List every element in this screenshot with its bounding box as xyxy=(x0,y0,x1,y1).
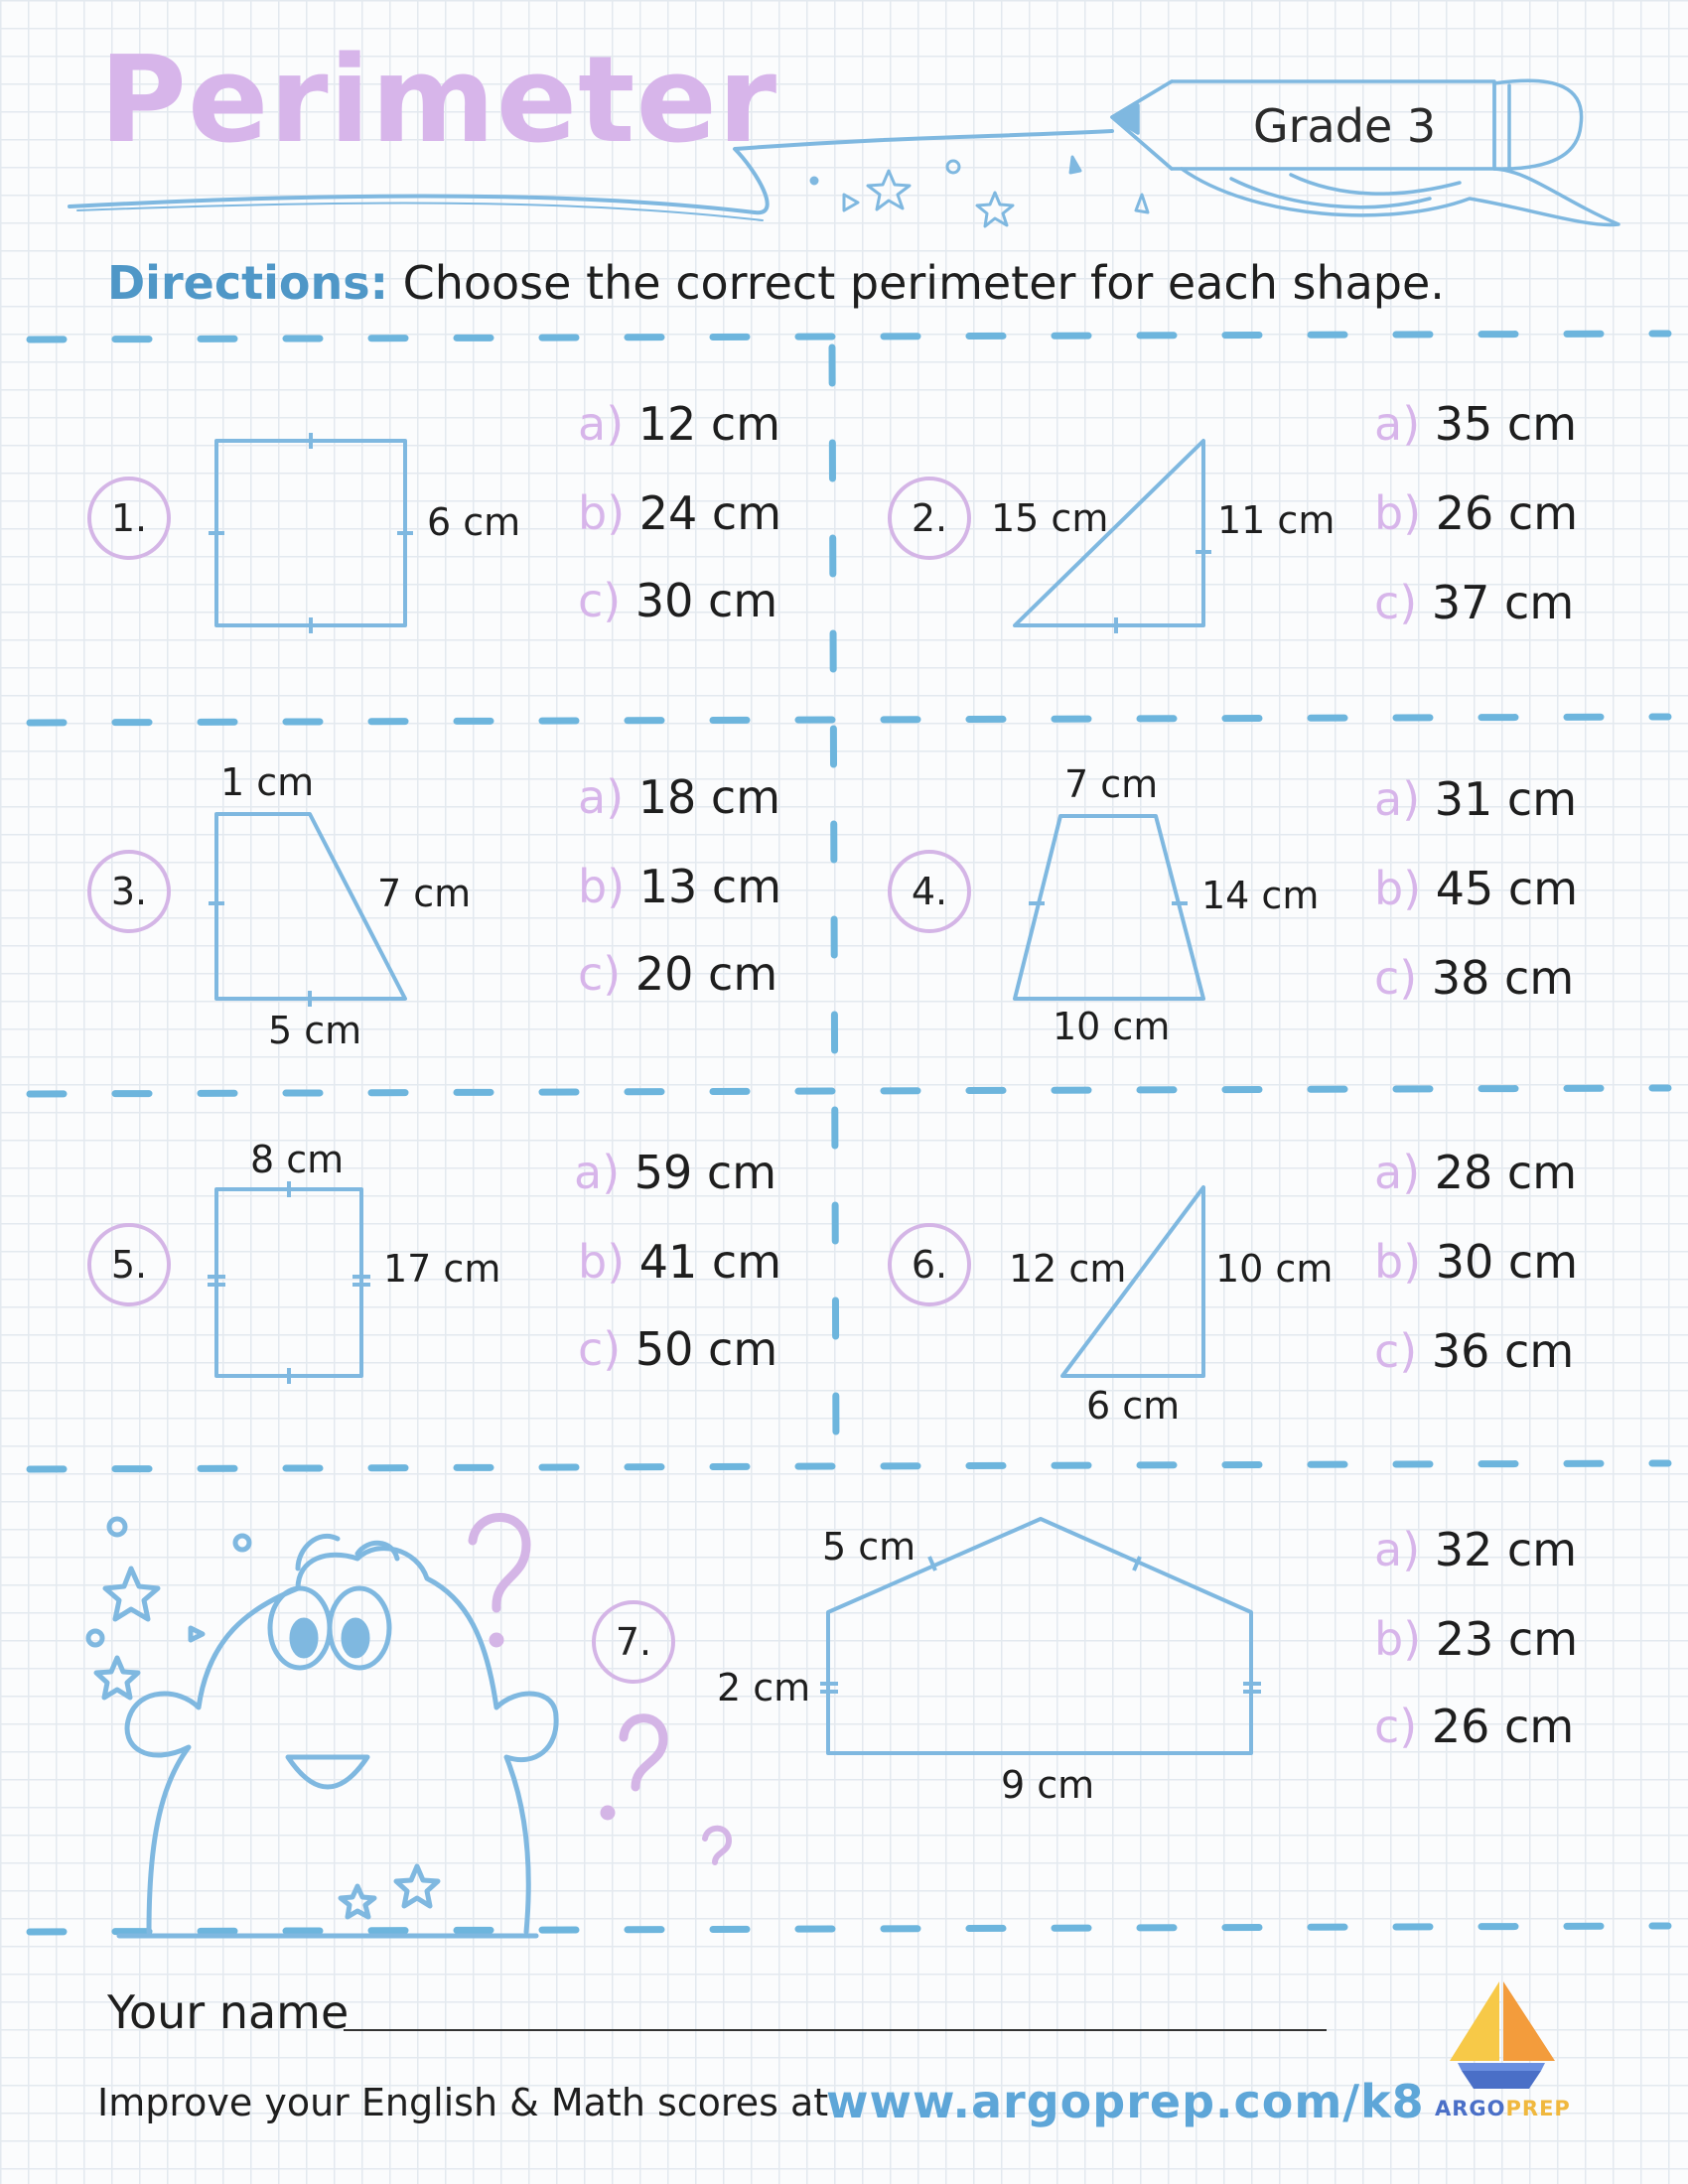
choice-4c[interactable]: c) 38 cm xyxy=(1374,951,1575,1005)
choice-5b[interactable]: b) 41 cm xyxy=(578,1235,782,1289)
star-icon xyxy=(977,193,1013,226)
choice-7b[interactable]: b) 23 cm xyxy=(1374,1612,1579,1666)
shape-rectangle xyxy=(216,1189,361,1376)
name-input-line[interactable] xyxy=(344,2029,1327,2031)
dimension-label: 6 cm xyxy=(1086,1384,1181,1428)
shape-square xyxy=(216,441,405,625)
choice-1b[interactable]: b) 24 cm xyxy=(578,486,782,540)
choice-6c[interactable]: c) 36 cm xyxy=(1374,1324,1575,1378)
choice-3a[interactable]: a) 18 cm xyxy=(578,770,781,824)
dimension-label: 10 cm xyxy=(1053,1005,1171,1048)
choice-6a[interactable]: a) 28 cm xyxy=(1374,1146,1578,1199)
choice-1c[interactable]: c) 30 cm xyxy=(578,574,778,627)
dimension-label: 8 cm xyxy=(250,1138,345,1181)
choice-3b[interactable]: b) 13 cm xyxy=(578,860,782,913)
choice-4b[interactable]: b) 45 cm xyxy=(1374,862,1579,915)
problem-number-1: 1. xyxy=(87,477,171,560)
dimension-label: 7 cm xyxy=(1064,762,1159,806)
choice-4a[interactable]: a) 31 cm xyxy=(1374,772,1578,826)
choice-2b[interactable]: b) 26 cm xyxy=(1374,486,1579,540)
dimension-label: 9 cm xyxy=(1001,1763,1095,1807)
choice-7a[interactable]: a) 32 cm xyxy=(1374,1523,1578,1576)
directions-text: Choose the correct perimeter for each shape. xyxy=(402,256,1445,310)
star-icon xyxy=(868,171,910,209)
dimension-label: 6 cm xyxy=(427,500,521,544)
dimension-label: 2 cm xyxy=(717,1666,811,1709)
dimension-label: 15 cm xyxy=(991,496,1109,540)
dimension-label: 12 cm xyxy=(1009,1247,1127,1291)
dimension-label: 7 cm xyxy=(377,872,472,915)
footer-promo: Improve your English & Math scores at xyxy=(97,2081,829,2124)
problem-number-4: 4. xyxy=(888,850,971,933)
dimension-label: 11 cm xyxy=(1217,498,1336,542)
grade-label: Grade 3 xyxy=(1253,99,1437,153)
choice-3c[interactable]: c) 20 cm xyxy=(578,947,778,1001)
dimension-label: 17 cm xyxy=(383,1247,501,1291)
choice-1a[interactable]: a) 12 cm xyxy=(578,397,781,451)
directions xyxy=(107,256,1445,310)
choice-5a[interactable]: a) 59 cm xyxy=(574,1146,777,1199)
directions-label: Directions: xyxy=(107,256,388,310)
monster-illustration xyxy=(88,1519,556,1936)
brand-name: ARGOPREP xyxy=(1435,2097,1571,2120)
choice-6b[interactable]: b) 30 cm xyxy=(1374,1235,1579,1289)
page-title: Perimeter xyxy=(99,32,778,170)
choice-2a[interactable]: a) 35 cm xyxy=(1374,397,1578,451)
dimension-label: 1 cm xyxy=(220,760,315,804)
argoprep-logo xyxy=(1450,1981,1555,2089)
choice-5c[interactable]: c) 50 cm xyxy=(578,1322,778,1376)
name-label: Your name xyxy=(107,1985,350,2039)
dashed-dividers xyxy=(30,334,1668,1932)
problem-number-3: 3. xyxy=(87,850,171,933)
dimension-label: 5 cm xyxy=(822,1525,916,1569)
problem-number-7: 7. xyxy=(592,1600,675,1684)
choice-2c[interactable]: c) 37 cm xyxy=(1374,576,1575,629)
shape-trapezoid-4 xyxy=(1015,816,1203,999)
problem-number-2: 2. xyxy=(888,477,971,560)
dimension-label: 10 cm xyxy=(1215,1247,1334,1291)
footer-url-link[interactable]: www.argoprep.com/k8 xyxy=(826,2075,1425,2128)
problem-number-6: 6. xyxy=(888,1223,971,1306)
dimension-label: 5 cm xyxy=(268,1009,362,1052)
problem-number-5: 5. xyxy=(87,1223,171,1306)
question-marks xyxy=(473,1517,729,1862)
dimension-label: 14 cm xyxy=(1201,874,1320,917)
choice-7c[interactable]: c) 26 cm xyxy=(1374,1700,1575,1753)
